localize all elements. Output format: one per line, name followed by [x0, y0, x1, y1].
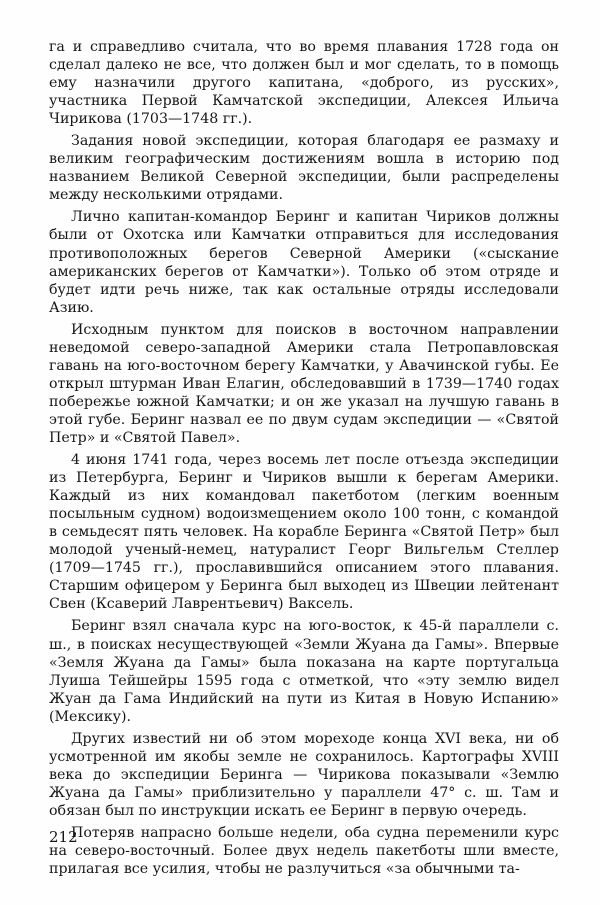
paragraph-7: Других известий ни об этом мореходе конца XVI века, ни об усмотренной им якобы земле не сохранилось. Картографы XVIII века до экспедиции Беринга — Чирикова показывали «Землю Жуана да Гамы» приблизительно у параллели 47° с. ш. Там и обязан был по инструкции искать ее Беринг в первую очередь. — [49, 730, 559, 819]
paragraph-4: Исходным пунктом для поисков в восточном направлении неведомой северо-западной Америки стала Петропавловская гавань на юго-восточном берегу Камчатки, у Авачинской губы. Ее открыл штурман Иван Елагин, обследовавший в 1739—1740 годах побережье южной Камчатки; и он же указал на лучшую гавань в этой губе. Беринг назвал ее по двум судам экспедиции — «Святой Петр» и «Святой Павел». — [49, 321, 559, 446]
paragraph-1: га и справедливо считала, что во время плавания 1728 года он сделал далеко не все, что должен был и мог сделать, то в помощь ему назначили другого капитана, «доброго, из русских», участника Первой Камчатской экспедиции, Алексея Ильича Чирикова (1703—1748 гг.). — [49, 39, 559, 128]
page-number: 212 — [49, 828, 78, 846]
paragraph-5: 4 июня 1741 года, через восемь лет после отъезда экспедиции из Петербурга, Беринг и Чириков вышли к берегам Америки. Каждый из них командовал пакетботом (легким военным посыльным судном) водоизмещением около 100 тонн, с командой в семьдесят пять человек. На корабле Беринга «Святой Петр» был молодой ученый-немец, натуралист Георг Вильгельм Стеллер (1709—1745 гг.), прославившийся описанием этого плавания. Старшим офицером у Беринга был выходец из Швеции лейтенант Свен (Ксаверий Лаврентьевич) Ваксель. — [49, 452, 559, 613]
body-text — [49, 38, 559, 882]
paragraph-2: Задания новой экспедиции, которая благодаря ее размаху и великим географическим достижениям вошла в историю под названием Великой Северной экспедиции, были распределены между несколькими отрядами. — [49, 133, 559, 204]
paragraph-6: Беринг взял сначала курс на юго-восток, к 45-й параллели с. ш., в поисках несуществующей «Земли Жуана да Гамы». Впервые «Земля Жуана да Гамы» была показана на карте португальца Луиша Тейшейры 1595 года с отметкой, что «эту землю видел Жуан да Гама Индийский на пути из Китая в Новую Испанию» (Мексику). — [49, 618, 559, 725]
paragraph-8: Потеряв напрасно больше недели, оба судна переменили курс на северо-восточный. Более двух недель пакетботы шли вместе, прилагая все усилия, чтобы не разлучиться «за обычными та- — [49, 824, 559, 878]
paragraph-3: Лично капитан-командор Беринг и капитан Чириков должны были от Охотска или Камчатки отправиться для исследования противоположных берегов Северной Америки («сыскание американских берегов от Камчатки»). Только об этом отряде и будет идти речь ниже, так как остальные отряды исследовали Азию. — [49, 209, 559, 316]
